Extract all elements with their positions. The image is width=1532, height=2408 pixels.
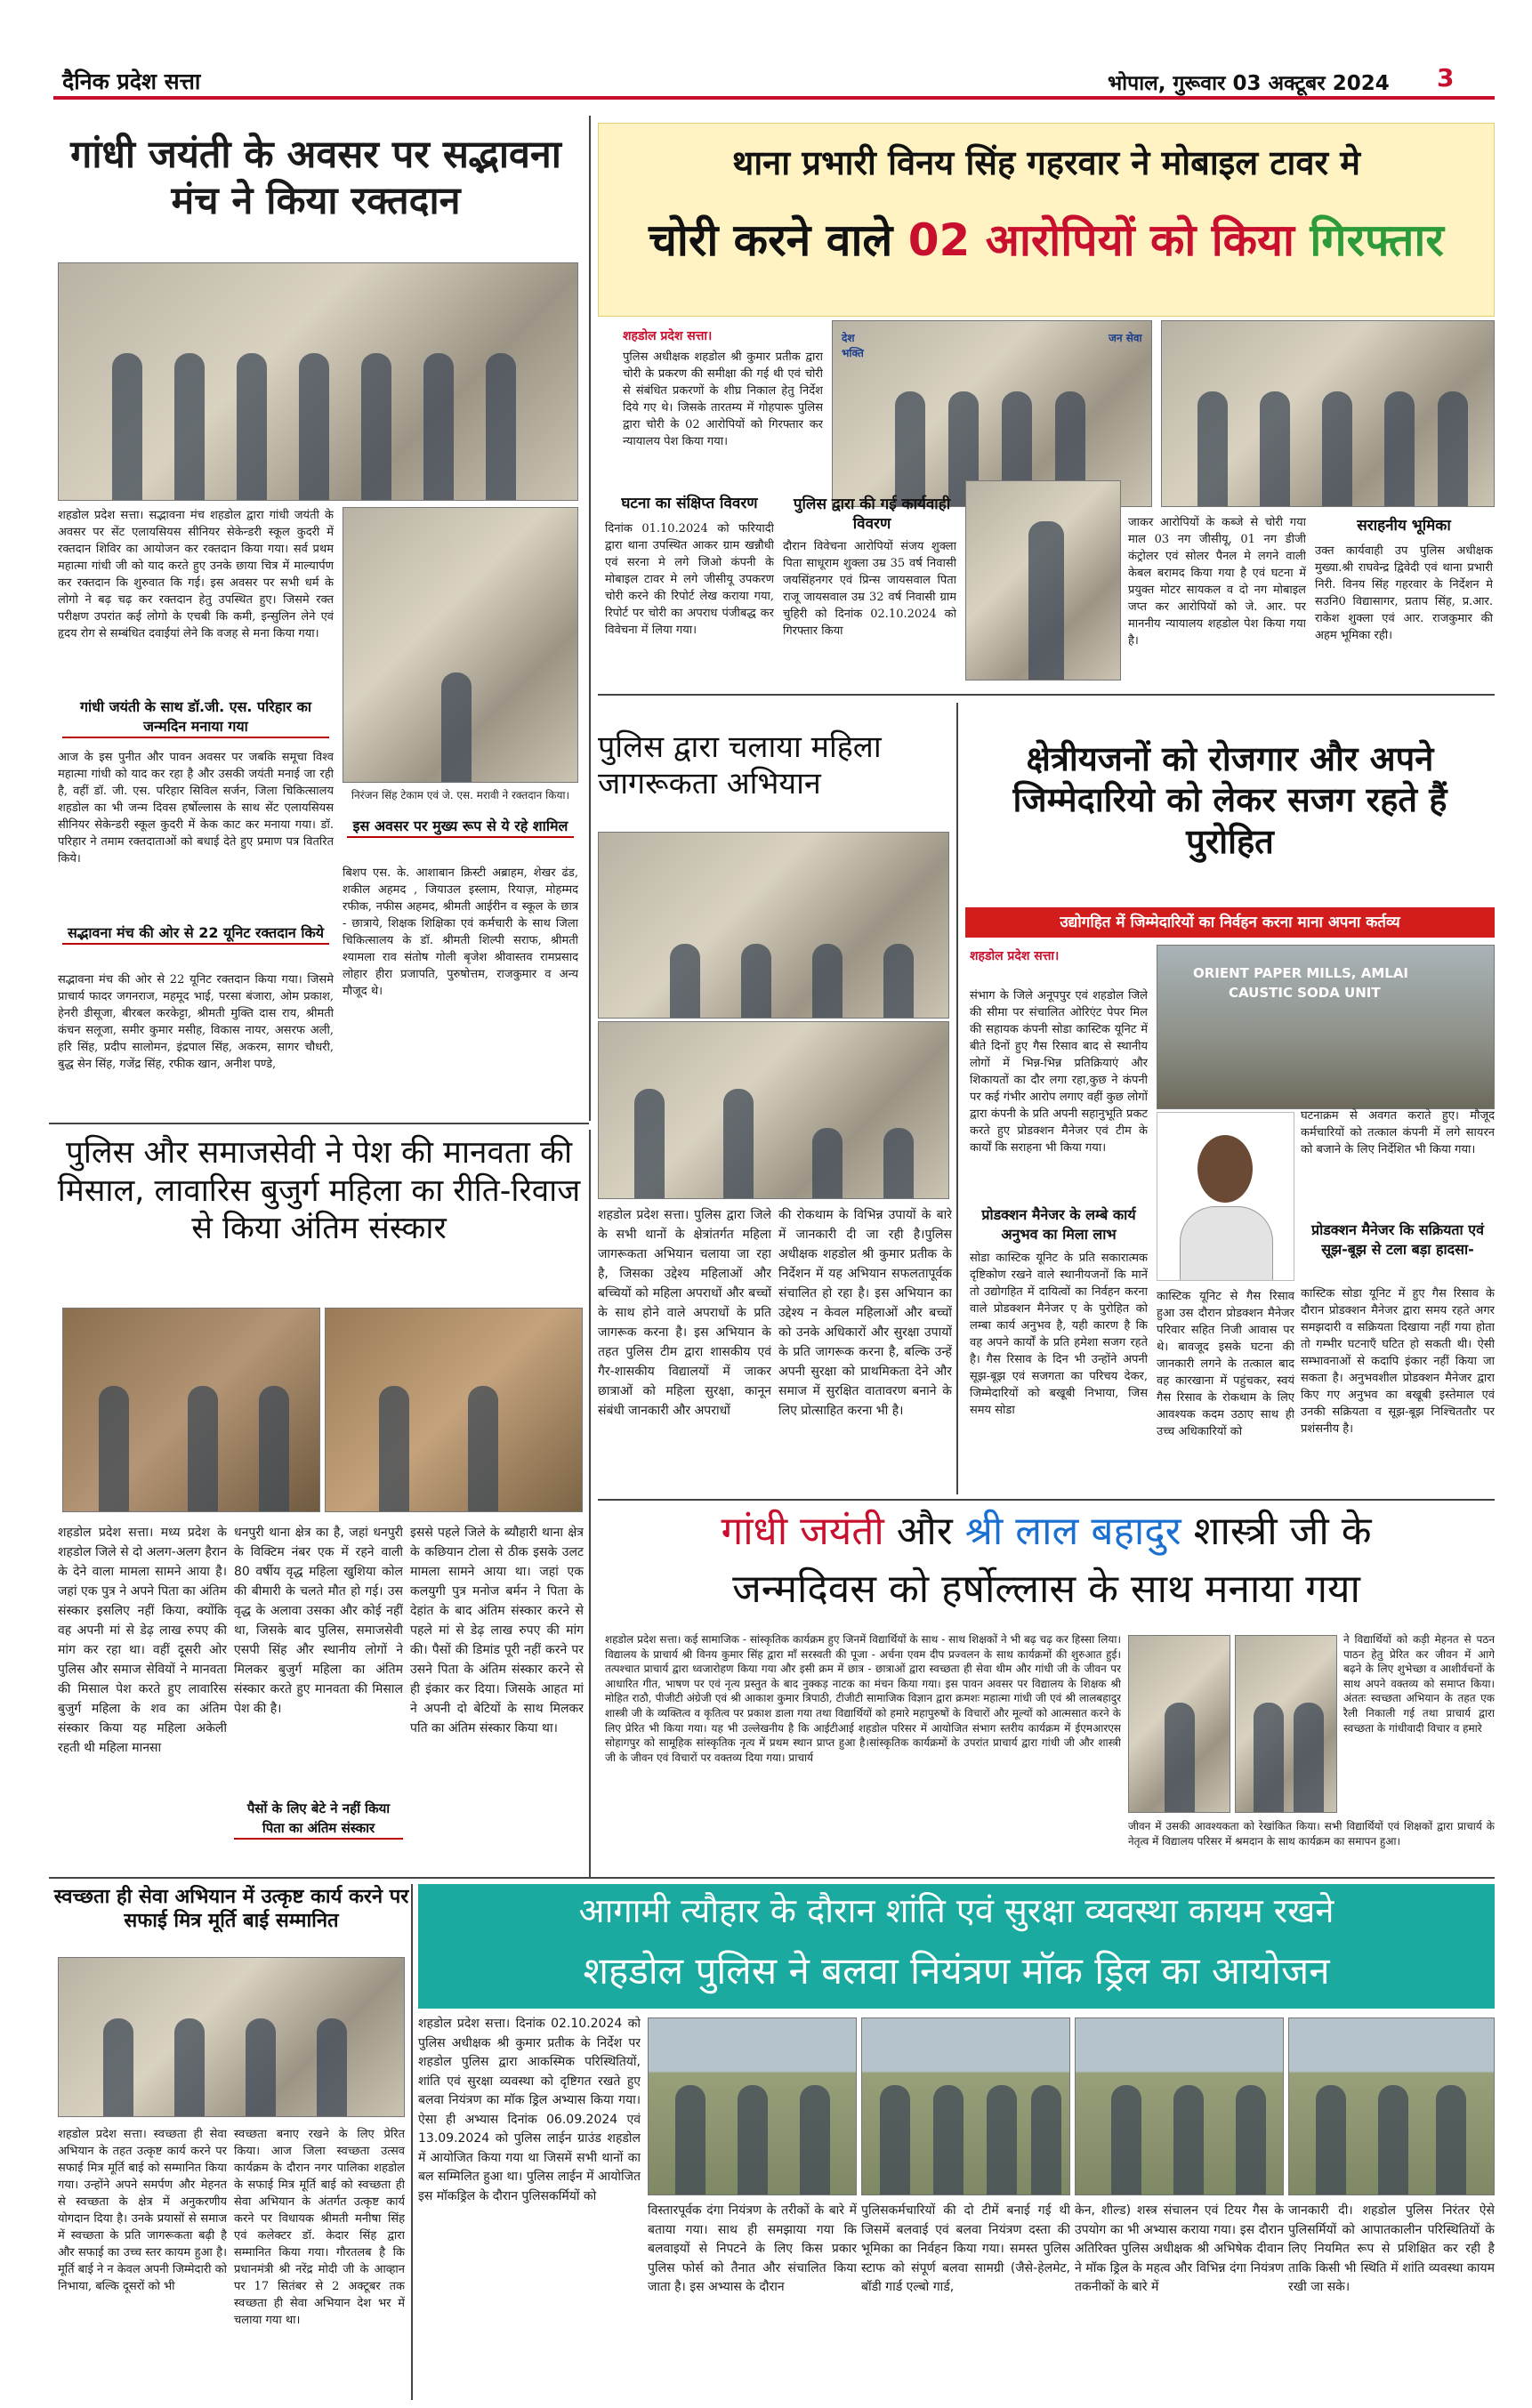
masthead-rule xyxy=(53,96,1495,100)
funeral-photo-2 xyxy=(325,1308,583,1512)
mockdrill-headline-line1: आगामी त्यौहार के दौरान शांति एवं सुरक्षा व्यवस्था कायम रखने xyxy=(578,1891,1334,1930)
tower-sub1: घटना का संक्षिप्त विवरण xyxy=(621,495,758,512)
awareness-headline: पुलिस द्वारा चलाया महिला जागरूकता अभियान xyxy=(598,729,882,802)
purohit-para4: घटनाक्रम से अवगत कराते हुए। मौजूद कर्मचारियों को तत्काल कंपनी में लगे सायरन को बजाने के लिए निर्देशित भी किया गया। xyxy=(1301,1109,1495,1156)
factory-sign-line2: CAUSTIC SODA UNIT xyxy=(1229,985,1381,1001)
tower-para5: उक्त कार्यवाही उप पुलिस अधीक्षक मुख्या.श्री राघवेन्द्र द्विवेदी एवं थाना प्रभारी निरी. विनय सिंह गहरवार के निर्देशन मे सउनि0 विद्यासागर, प्रताप सिंह, प्र.आर. राकेश शुक्ला एवं आर. राजकुमार की अहम भूमिका रही। xyxy=(1315,544,1493,642)
blood-para3: सद्भावना मंच की ओर से 22 यूनिट रक्तदान किया गया। जिसमे प्राचार्य फादर जगनराज, महमूद भाई, परसा बंजारा, ओम प्रकाश, हेनरी डीसूजा, बीरबल करकेट्टा, श्रीमती मुक्ति दास राय, श्रीमती कंचन सलूजा, समीर कुमार मसीह, विकास नायर, असरफ अली, हरि सिंह, प्रदीप सालोमन, इंद्रपाल सिंह, अकरम, सागर चौधरी, बुद्ध सेन सिंह, गजेंद्र सिंह, रफीक खान, अनीश पण्डे, xyxy=(58,973,334,1071)
purohit-para1: संभाग के जिले अनूपपुर एवं शहडोल जिले की सीमा पर संचालित ओरिएंट पेपर मिल की सहायक कंपनी सोडा कास्टिक यूनिट में बीते दिनों हुए गैस रिसाव बाद से स्थानीय लोगों में भिन्न-भिन्न प्रतिक्रियाएं और शिकायतों का दौर लगा रहा,कुछ ने कंपनी पर कई गंभीर आरोप लगाए वहीं कुछ लोगों द्वारा कंपनी के प्रति अपनी सहानुभूति प्रकट करते हुए प्रोडक्शन मैनेजर एवं टीम के कार्यों कि सराहना भी किया गया। xyxy=(970,989,1148,1155)
shastri-head-part1: गांधी जयंती xyxy=(721,1509,897,1554)
funeral-para3: इससे पहले जिले के ब्यौहारी थाना क्षेत्र के कछियान टोला से ठीक इसके उलट मामला सामने आया था। जहां एक कलयुगी पुत्र मनोज बर्मन ने पिता के देहांत के बाद अंतिम संस्कार करने से पहले मां से डेढ़ लाख रुपए की मांग की। पैसों की डिमांड पूरी नहीं करने पर उसने पिता के अंतिम संस्कार करने से ही इंकार कर दिया। जिसके आहत मां ने अपनी दो बेटियों के साथ मिलकर पति का अंतिम संस्कार किया था। xyxy=(410,1526,584,1736)
awareness-para2: की रोकथाम के विभिन्न उपायों के बारे में जानकारी दी जा रही है।पुलिस अधीक्षक शहडोल श्री कुमार प्रतीक के निर्देशन में यह अभियान सफलतापूर्वक संचालित हो रहा है। इस अभियान का उद्देश्य न केवल महिलाओं और बच्चों को उनके अधिकारों और सुरक्षा उपायों के प्रति जागरूक करना है, बल्कि उन्हें अपनी सुरक्षा को प्राथमिकता देने और समाज में सुरक्षित वातावरण बनाने के लिए प्रोत्साहित करना भी है। xyxy=(778,1208,952,1418)
mockdrill-photo-2 xyxy=(861,2017,1070,2195)
funeral-para2: धनपुरी थाना क्षेत्र का है, जहां धनपुरी के विक्टिम नंबर एक में रहने वाली 80 वर्षीय वृद्ध महिला खुशिया कोल की बीमारी के चलते मौत हो गई। उस वृद्ध के अलावा उसका और कोई नहीं था, जिसके बाद पुलिस, समाजसेवी एसपी सिंह और स्थानीय लोगों ने मिलकर बुजुर्ग महिला का अंतिम संस्कार करते हुए मानवता की मिसाल पेश की है। xyxy=(234,1526,403,1716)
tower-headline-part3: गिरफ्तार xyxy=(1310,214,1444,266)
dateline: भोपाल, गुरूवार 03 अक्टूबर 2024 xyxy=(1108,72,1390,95)
row-divider-2 xyxy=(598,694,1495,696)
mockdrill-headline-line2: शहडोल पुलिस ने बलवा नियंत्रण मॉक ड्रिल का आयोजन xyxy=(583,1949,1330,1993)
funeral-para1: शहडोल प्रदेश सत्ता। मध्य प्रदेश के शहडोल जिले से दो अलग-अलग हैरान के देने वाला मामला सामने आया है। जहां एक पुत्र ने अपने पिता का अंतिम संस्कार इसलिए नहीं किया, क्योंकि वह अपनी मां से डेढ़ लाख रुपए की मांग कर रहा था। वहीं दूसरी ओर पुलिस और समाज सेवियों ने मानवता की मिसाल पेश करते हुए लावारिस बुजुर्ग महिला के शव का अंतिम संस्कार किया यह महिला अकेली रहती थी महिला मानसा xyxy=(58,1526,227,1755)
blood-headline: गांधी जयंती के अवसर पर सद्भावना मंच ने किया रक्तदान xyxy=(70,133,561,224)
funeral-photo-1 xyxy=(62,1308,320,1512)
shastri-para2: ने विद्यार्थियों को कड़ी मेहनत से पठन पाठन हेतु प्रेरित कर जीवन में आगे बढ़ने के लिए शुभेच्छा व आशीर्वचनों के साथ अपने वक्तव्य को समाप्त किया। अंततः स्वच्छता अभियान के तहत एक रैली निकाली गई तथा प्राचार्य द्वारा स्वच्छता के गांधीवादी विचार व हमारे xyxy=(1343,1633,1495,1735)
cleaning-para1: शहडोल प्रदेश सत्ता। स्वच्छता ही सेवा अभियान के तहत उत्कृष्ट कार्य करने पर सफाई मित्र मूर्ति बाई को सम्मानित किया गया। उन्होंने अपने समर्पण और मेहनत से स्वच्छता के क्षेत्र में अनुकरणीय योगदान दिया है। उनके प्रयासों से समाज में स्वच्छता के प्रति जागरूकता बढ़ी है और सफाई का उच्च स्तर कायम हुआ है। मूर्ति बाई ने न केवल अपनी जिम्मेदारी को निभाया, बल्कि दूसरों को भी xyxy=(58,2128,227,2293)
shastri-para1: शहडोल प्रदेश सत्ता। कई सामाजिक - सांस्कृतिक कार्यक्रम हुए जिनमें विद्यार्थियों के साथ - साथ शिक्षकों ने भी बढ़ चढ़ कर हिस्सा लिया। विद्यालय के प्राचार्य श्री विनय कुमार सिंह द्वारा माँ सरस्वती की पूजा - अर्चना एवम दीप प्रज्वलन के साथ कार्यक्रमों की शुरुआत हुई। तत्पश्चात प्राचार्य द्वारा ध्वजारोहण किया गया और इसी क्रम में छात्र - छात्राओं द्वारा स्वच्छता ही सेवा थीम और गांधी जी के जीवन पर आधारित गीत, भाषण पर एवं नृत्य प्रस्तुत के बाद नुक्कड़ नाटक का मंचन किया गया। इस पावन अवसर पर विद्यालय के शिक्षक श्री मोहित राठौ, पीजीटी अंग्रेजी एवं श्री आकाश कुमार त्रिपाठी, टीजीटी सामाजिक विज्ञान द्वारा क्रमशः महात्मा गांधी जी एवं श्री लालबहादुर शास्त्री जी के व्यक्तित्व व कृतित्व पर प्रकाश डाला गया तथा विद्यार्थियों को हमारे महापुरुषों के विचारों और मूल्यों को आत्मसात करने के लिए प्रेरित भी किया गया। यह भी उल्लेखनीय है कि आईटीआई शहडोल परिसर में आयोजित संभाग स्तरीय कार्यक्रम में ईएमआरएस सोहागपुर को सामूहिक सांस्कृतिक नृत्य में प्रथम स्थान प्राप्त हुआ है।सांस्कृतिक कार्यक्रमों के उपरांत प्राचार्य द्वारा गांधी जी और शास्त्री जी के जीवन एवं विचारों पर वक्तव्य दिया गया। प्राचार्य xyxy=(605,1633,1121,1764)
shastri-photo-2 xyxy=(1235,1635,1337,1813)
tower-para3: दौरान विवेचना आरोपियों संजय शुक्ला पिता साधूराम शुक्ला उम्र 35 वर्ष निवासी जयसिंहनगर एवं प्रिन्स जायसवाल पिता राजू जायसवाल उम्र 32 वर्ष निवासी ग्राम चुहिरी को दिनांक 02.10.2024 को गिरफ्तार किया xyxy=(783,540,956,638)
mockdrill-para1: शहडोल प्रदेश सत्ता। दिनांक 02.10.2024 को पुलिस अधीक्षक श्री कुमार प्रतीक के निर्देश पर शहडोल पुलिस द्वारा आकस्मिक परिस्थितियों, शांति एवं सुरक्षा व्यवस्था को दृष्टिगत रखते हुए बलवा नियंत्रण का मॉक ड्रिल अभ्यास किया गया। ऐसा ही अभ्यास दिनांक 06.09.2024 एवं 13.09.2024 को पुलिस लाईन ग्राउंड शहडोल में आयोजित किया गया था जिसमें सभी थानों का बल सम्मिलित हुआ था। पुलिस लाईन में आयोजित इस मॉकड्रिल के दौरान पुलिसकर्मियों को xyxy=(418,2017,641,2203)
purohit-factory-photo xyxy=(1157,945,1495,1109)
shastri-photo-1 xyxy=(1128,1635,1230,1813)
blood-para4: बिशप एस. के. आशाबान क्रिस्टी अब्राहम, शेखर ढंड, शकील अहमद , जियाउल इस्लाम, रियाज़, मोहम्मद रफीक, नफीस अहमद, श्रीमती आईरीन व स्कूल के छात्र - छात्राये, शिक्षक शिक्षिका एवं कर्मचारी के साथ जिला चिकित्सालय के डॉ. श्रीमती शिल्पी सराफ, श्रीमती श्यामला राव संतोष गोली बृजेश श्रीवास्तव रामप्रसाद लोहार हीरा प्रजापति, पुरुषोत्तम, राजकुमार व अन्य मौजूद थे। xyxy=(343,866,578,998)
purohit-portrait xyxy=(1157,1112,1294,1281)
tower-photo-bike xyxy=(1161,320,1495,507)
column-divider-2 xyxy=(956,703,958,1494)
purohit-byline: शहडोल प्रदेश सत्ता। xyxy=(970,949,1060,963)
shastri-headline-line2: जन्मदिवस को हर्षोल्लास के साथ मनाया गया xyxy=(732,1566,1360,1612)
purohit-para2: सोडा कास्टिक यूनिट के प्रति सकारात्मक दृष्टिकोण रखने वाले स्थानीयजनों कि मानें तो उद्योगहित में दायित्वों का निर्वहन करना वाले प्रोडक्शन मैनेजर ए के पुरोहित को लम्बा कार्य अनुभव है, यही कारण है कि वह अपने कार्यों के प्रति हमेशा सजग रहते है। गैस रिसाव के दिन भी उन्होंने अपनी सूझ-बूझ एवं सजगता का परिचय देकर, जिम्मेदारियों को बखूबी निभाया, जिस समय सोडा xyxy=(970,1252,1148,1417)
blood-photo-caption: निरंजन सिंह टेकाम एवं जे. एस. मरावी ने रक्तदान किया। xyxy=(351,789,570,801)
column-divider-4 xyxy=(411,1884,413,2400)
tower-headline-part1: चोरी करने वाले xyxy=(649,214,908,266)
cleaning-para2: स्वच्छता बनाए रखने के लिए प्रेरित किया। आज जिला स्वच्छता उत्सव कार्यक्रम के दौरान नगर पालिका शहडोल के सफाई मित्र मूर्ति बाई को स्वच्छता ही सेवा अभियान के अंतर्गत उत्कृष्ट कार्य करने पर विधायक श्रीमती मनीषा सिंह एवं कलेक्टर डॉ. केदार सिंह द्वारा सम्मानित किया गया। गौरतलब है कि प्रधानमंत्री श्री नरेंद्र मोदी जी के आव्हान पर 17 सितंबर से 2 अक्टूबर तक स्वच्छता ही सेवा अभियान देश भर में चलाया गया था। xyxy=(234,2128,405,2327)
mockdrill-para3: पुलिसकर्मचारियों की दो टीमें बनाई गई थी जिसमें बलवाई एवं बलवा नियंत्रण दस्ता की भूमिका का निर्वहन किया गया। समस्त पुलिस स्टाफ को संपूर्ण बलवा सामग्री (जैसे-हेलमेट, बॉडी गार्ड एल्बो गार्ड, xyxy=(861,2203,1070,2294)
row-divider-3 xyxy=(598,1499,1495,1501)
mockdrill-photo-4 xyxy=(1288,2017,1495,2195)
blood-donor-photo xyxy=(343,507,578,783)
column-divider-3 xyxy=(589,1130,591,1877)
funeral-headline: पुलिस और समाजसेवी ने पेश की मानवता की मिसाल, लावारिस बुजुर्ग महिला का रीति-रिवाज से किया अंतिम संस्कार xyxy=(57,1135,581,1247)
purohit-banner: उद्योगहित में जिम्मेदारियों का निर्वहन करना माना अपना कर्तव्य xyxy=(965,907,1495,938)
shastri-headline-line1 xyxy=(598,1508,1495,1556)
tower-para4: जाकर आरोपियों के कब्जे से चोरी गया माल 03 नग जीसीयू, 01 नग डीजी कंट्रोलर एवं सोलर पैनल मे लगने वाली केबल बरामद किया गया है एवं घटना में प्रयुक्त मोटर सायकल व दो नग मोबाइल जप्त कर आरोपियों को जे. आर. पर माननीय न्यायालय शहडोल पेश किया गया है। xyxy=(1128,516,1306,648)
awareness-photo-2 xyxy=(598,1021,949,1199)
mockdrill-para2: विस्तारपूर्वक दंगा नियंत्रण के तरीकों के बारे में बताया गया। साथ ही समझाया गया कि बलवाइयों से निपटने के लिए किस प्रकार पुलिस फोर्स को तैनात और संचालित किया जाता है। इस अभ्यास के दौरान xyxy=(648,2203,857,2294)
tower-photo-station xyxy=(832,320,1152,507)
cleaning-headline: स्वच्छता ही सेवा अभियान में उत्कृष्ट कार्य करने पर सफाई मित्र मूर्ति बाई सम्मानित xyxy=(53,1886,409,1932)
mockdrill-para5: जानकारी दी। शहडोल पुलिस निरंतर ऐसे पुलिसर्मियों को आपातकालीन परिस्थितियों के लिए नियमित रूप से प्रशिक्षित कर रही है ताकि किसी भी स्थिति में शांति व्यवस्था कायम रखी जा सके। xyxy=(1288,2203,1495,2294)
page-number: 3 xyxy=(1437,63,1455,93)
awareness-para1: शहडोल प्रदेश सत्ता। पुलिस द्वारा जिले के सभी थानों के क्षेत्रांतर्गत महिला जागरूकता अभियान चलाया जा रहा है, जिसका उद्देश्य महिलाओं और बच्चियों को महिला अपराधों और बच्चों के साथ होने वाले अपराधों के प्रति जागरूक करना है। इस अभियान के तहत पुलिस टीम द्वारा शासकीय एवं गैर-शासकीय विद्यालयों में जाकर छात्राओं को महिला सुरक्षा, कानून संबंधी जानकारी और अपराधों xyxy=(598,1208,771,1418)
paper-name: दैनिक प्रदेश सत्ता xyxy=(62,68,201,94)
column-divider-1 xyxy=(589,116,591,1121)
row-divider-4 xyxy=(49,1877,1495,1879)
purohit-para3: कास्टिक यूनिट से गैस रिसाव हुआ उस दौरान प्रोडक्शन मैनेजर परिवार सहित निजी आवास पर थे। बावजूद इसके घटना की जानकारी लगने के तत्काल बाद वह कारखाना में पहुंचकर, स्वयं गैस रिसाव के रोकथाम के लिए आवश्यक कदम उठाए साथ ही उच्च अधिकारियों को xyxy=(1157,1290,1294,1438)
shastri-head-part2: और xyxy=(896,1509,965,1554)
blood-group-photo xyxy=(58,262,578,501)
tower-para2: दिनांक 01.10.2024 को फरियादी द्वारा थाना उपस्थित आकर ग्राम खन्नौधी एवं सरना मे लगे जिओ कंपनी के मोबाइल टावर मे लगे जीसीयू उपकरण चोरी करने की रिपोर्ट लेख कराया गया, रिपोर्ट पर चोरी का अपराध पंजीबद्ध कर विवेचना में लिया गया। xyxy=(605,522,774,637)
funeral-sub1: पैसों के लिए बेटे ने नहीं किया पिता का अंतिम संस्कार xyxy=(234,1799,403,1840)
shastri-para3: जीवन में उसकी आवश्यकता को रेखांकित किया। सभी विद्यार्थियों एवं शिक्षकों द्वारा प्राचार्य के नेतृत्व में विद्यालय परिसर में श्रमदान के साथ कार्यक्रम का समापन हुआ। xyxy=(1128,1820,1495,1848)
purohit-para5: कास्टिक सोडा यूनिट में हुए गैस रिसाव के दौरान प्रोडक्शन मैनेजर द्वारा समय रहते अगर समझदारी व सक्रियता दिखाया नहीं गया होता तो गम्भीर घटनाएँ घटित हो सकती थी। ऐसी सम्भावनाओं से कदापि इंकार नहीं किया जा सकता है। अनुभवशील प्रोडक्शन मैनेजर द्वारा किए गए अनुभव का बखूबी इस्तेमाल एवं उनकी सक्रियता व सूझ-बूझ निश्चिततौर पर प्रशंसनीय है। xyxy=(1301,1287,1495,1436)
tower-headline-line2 xyxy=(598,213,1495,268)
tower-officer-photo xyxy=(965,480,1121,681)
purohit-sub1: प्रोडक्शन मैनेजर के लम्बे कार्य अनुभव का मिला लाभ xyxy=(981,1206,1136,1243)
tower-para1: पुलिस अधीक्षक शहडोल श्री कुमार प्रतीक द्वारा चोरी के प्रकरण की समीक्षा की गई थी एवं चोरी से संबंधित प्रकरणों के शीघ्र निकाल हेतु निर्देश दिये गए थे। जिसके तारतम्य में गोहपारू पुलिस द्वारा चोरी के 02 आरोपियों को गिरफ्तार कर न्यायालय पेश किया गया। xyxy=(623,350,823,448)
tower-sub3: सराहनीय भूमिका xyxy=(1357,517,1451,535)
shastri-head-part3: श्री लाल बहादुर xyxy=(964,1509,1194,1554)
tower-sign-1: देश भक्ति xyxy=(842,332,864,359)
tower-headline-line1: थाना प्रभारी विनय सिंह गहरवार ने मोबाइल टावर मे xyxy=(732,143,1360,182)
tower-sub2: पुलिस द्वारा की गई कार्यवाही विवरण xyxy=(793,495,951,533)
blood-para2: आज के इस पुनीत और पावन अवसर पर जबकि समूचा विश्व महात्मा गांधी को याद कर रहा है और उसकी जयंती मनाई जा रही है, वहीं डॉ. जी. एस. परिहार सिविल सर्जन, जिला चिकित्सालय शहडोल का भी जन्म दिवस हर्षोल्लास के साथ सेंट एलायसियस सीनियर सेकेन्डरी स्कूल कुदरी में केक काट कर मनाया गया। डॉ. परिहार ने तमाम रक्तदाताओं को बधाई देते हुए प्रमाण पत्र वितरित किये। xyxy=(58,751,334,866)
shastri-head-part4: शास्त्री जी के xyxy=(1193,1509,1372,1554)
mockdrill-para4: केन, शील्ड) शस्त्र संचालन एवं टियर गैस के उपयोग का भी अभ्यास कराया गया। इस दौरान अतिरिक्त पुलिस अधीक्षक श्री अभिषेक दीवान ने मॉक ड्रिल के महत्व और विभिन्न दंगा नियंत्रण तकनीकों के बारे में xyxy=(1075,2203,1284,2294)
blood-sub1: गांधी जयंती के साथ डॉ.जी. एस. परिहार का जन्मदिन मनाया गया xyxy=(62,697,329,738)
tower-byline: शहडोल प्रदेश सत्ता। xyxy=(623,329,713,343)
blood-para1: शहडोल प्रदेश सत्ता। सद्भावना मंच शहडोल द्वारा गांधी जयंती के अवसर पर सेंट एलायसियस सीनियर सेकेन्डरी स्कूल कुदरी में रक्तदान शिविर का आयोजन कर रक्तदान किया गया। सर्व प्रथम महात्मा गांधी जी को याद करते हुए उनके छाया चित्र में माल्यार्पण कर रक्तदान कि शुरुवात कि गई। इस अवसर पर सभी धर्म के लोगो ने बढ़ चढ़ कर रक्तदान हेतु उपस्थित हुए। जिसमे रक्त परीक्षण उपरांत कई लोगो के एचबी कि कमी, इन्सुलिन लेने एवं हृदय रोग से सम्बंधित दवाईयां लेने कि वजह से मना किया गया। xyxy=(58,509,334,640)
awareness-photo-1 xyxy=(598,832,949,1019)
factory-sign-line1: ORIENT PAPER MILLS, AMLAI xyxy=(1193,965,1409,981)
purohit-sub2: प्रोडक्शन मैनेजर कि सक्रियता एवं सूझ-बूझ से टला बड़ा हादसा- xyxy=(1310,1221,1484,1258)
mockdrill-photo-3 xyxy=(1075,2017,1284,2195)
cleaning-photo xyxy=(58,1957,405,2117)
tower-headline-part2: 02 आरोपियों को किया xyxy=(907,214,1310,266)
tower-sign-2: जन सेवा xyxy=(1109,332,1142,344)
blood-sub2: सद्भावना मंच की ओर से 22 यूनिट रक्तदान किये xyxy=(62,923,329,945)
blood-sub3: इस अवसर पर मुख्य रूप से ये रहे शामिल xyxy=(347,817,574,838)
purohit-headline: क्षेत्रीयजनों को रोजगार और अपने जिम्मेदारियो को लेकर सजग रहते हैं पुरोहित xyxy=(1012,739,1447,861)
row-divider-1 xyxy=(49,1123,589,1124)
masthead xyxy=(0,0,1532,95)
mockdrill-photo-1 xyxy=(648,2017,857,2195)
